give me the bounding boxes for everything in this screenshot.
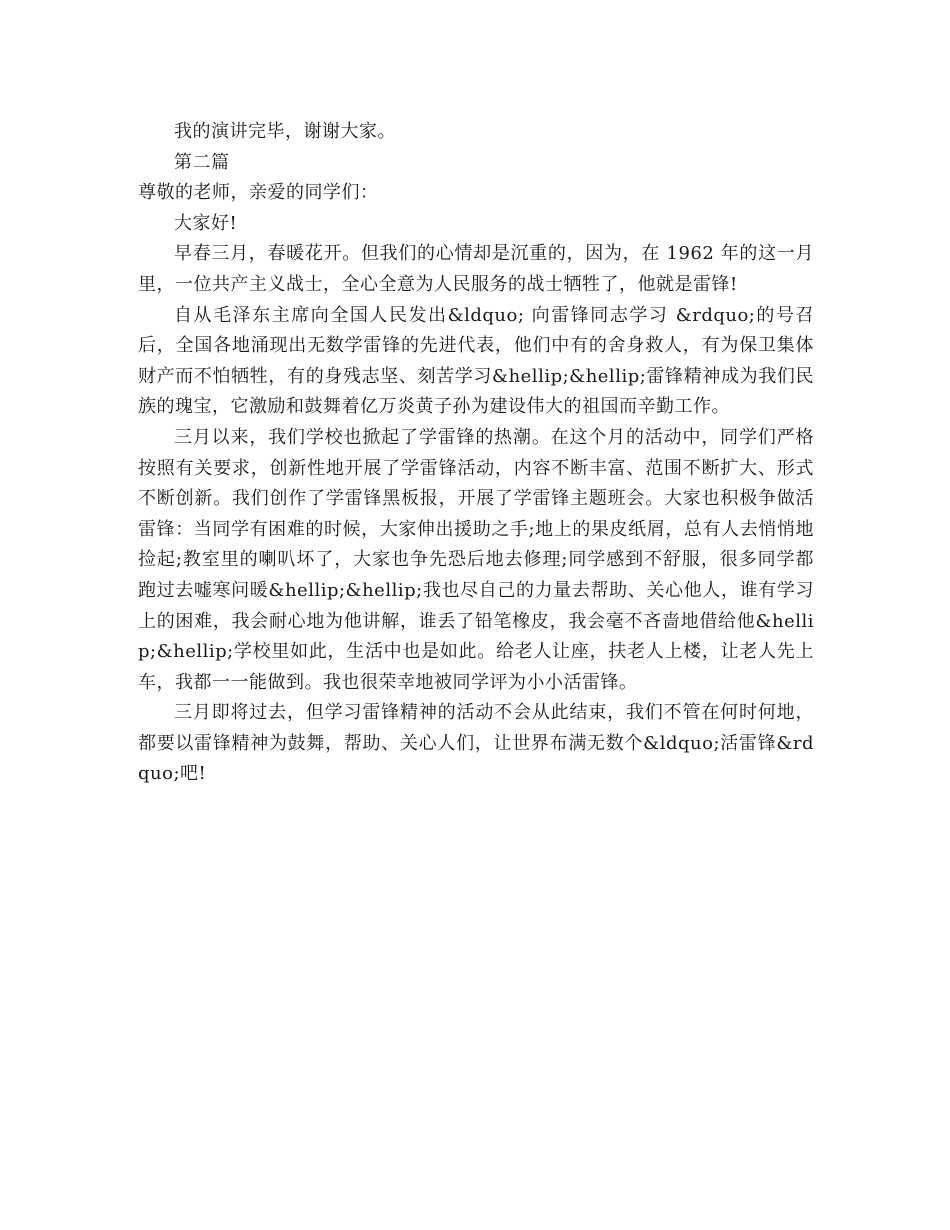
greeting: 大家好! [174, 212, 238, 234]
section-heading: 第二篇 [174, 151, 230, 173]
salutation: 尊敬的老师，亲爱的同学们： [138, 182, 379, 204]
paragraph: 早春三月，春暖花开。但我们的心情却是沉重的，因为，在 1962 年的这一月里，一位共产主义战士，全心全意为人民服务的战士牺牲了，他就是雷锋! [138, 243, 814, 295]
paragraph: 自从毛泽东主席向全国人民发出&ldquo; 向雷锋同志学习 &rdquo;的号召后，全国各地涌现出无数学雷锋的先进代表，他们中有的舍身救人，有为保卫集体财产而不怕牺牲，有的身残志坚、刻苦学习&hellip;&hellip;雷锋精神成为我们民族的瑰宝，它激励和鼓舞着亿万炎黄子孙为建设伟大的祖国而辛勤工作。 [138, 304, 814, 418]
paragraph: 三月即将过去，但学习雷锋精神的活动不会从此结束，我们不管在何时何地，都要以雷锋精神为鼓舞，帮助、关心人们，让世界布满无数个&ldquo;活雷锋&rdquo;吧! [138, 702, 814, 785]
paragraph: 三月以来，我们学校也掀起了学雷锋的热潮。在这个月的活动中，同学们严格按照有关要求，创新性地开展了学雷锋活动，内容不断丰富、范围不断扩大、形式不断创新。我们创作了学雷锋黑板报，开展了学雷锋主题班会。大家也积极争做活雷锋：当同学有困难的时候，大家伸出援助之手;地上的果皮纸屑，总有人去悄悄地捡起;教室里的喇叭坏了，大家也争先恐后地去修理;同学感到不舒服，很多同学都跑过去嘘寒问暖&hellip;&hellip;我也尽自己的力量去帮助、关心他人，谁有学习上的困难，我会耐心地为他讲解，谁丢了铅笔橡皮，我会毫不吝啬地借给他&hellip;&hellip;学校里如此，生活中也是如此。给老人让座，扶老人上楼，让老人先上车，我都一一能做到。我也很荣幸地被同学评为小小活雷锋。 [138, 426, 814, 693]
closing-line: 我的演讲完毕，谢谢大家。 [174, 121, 396, 142]
document-body [138, 117, 814, 790]
